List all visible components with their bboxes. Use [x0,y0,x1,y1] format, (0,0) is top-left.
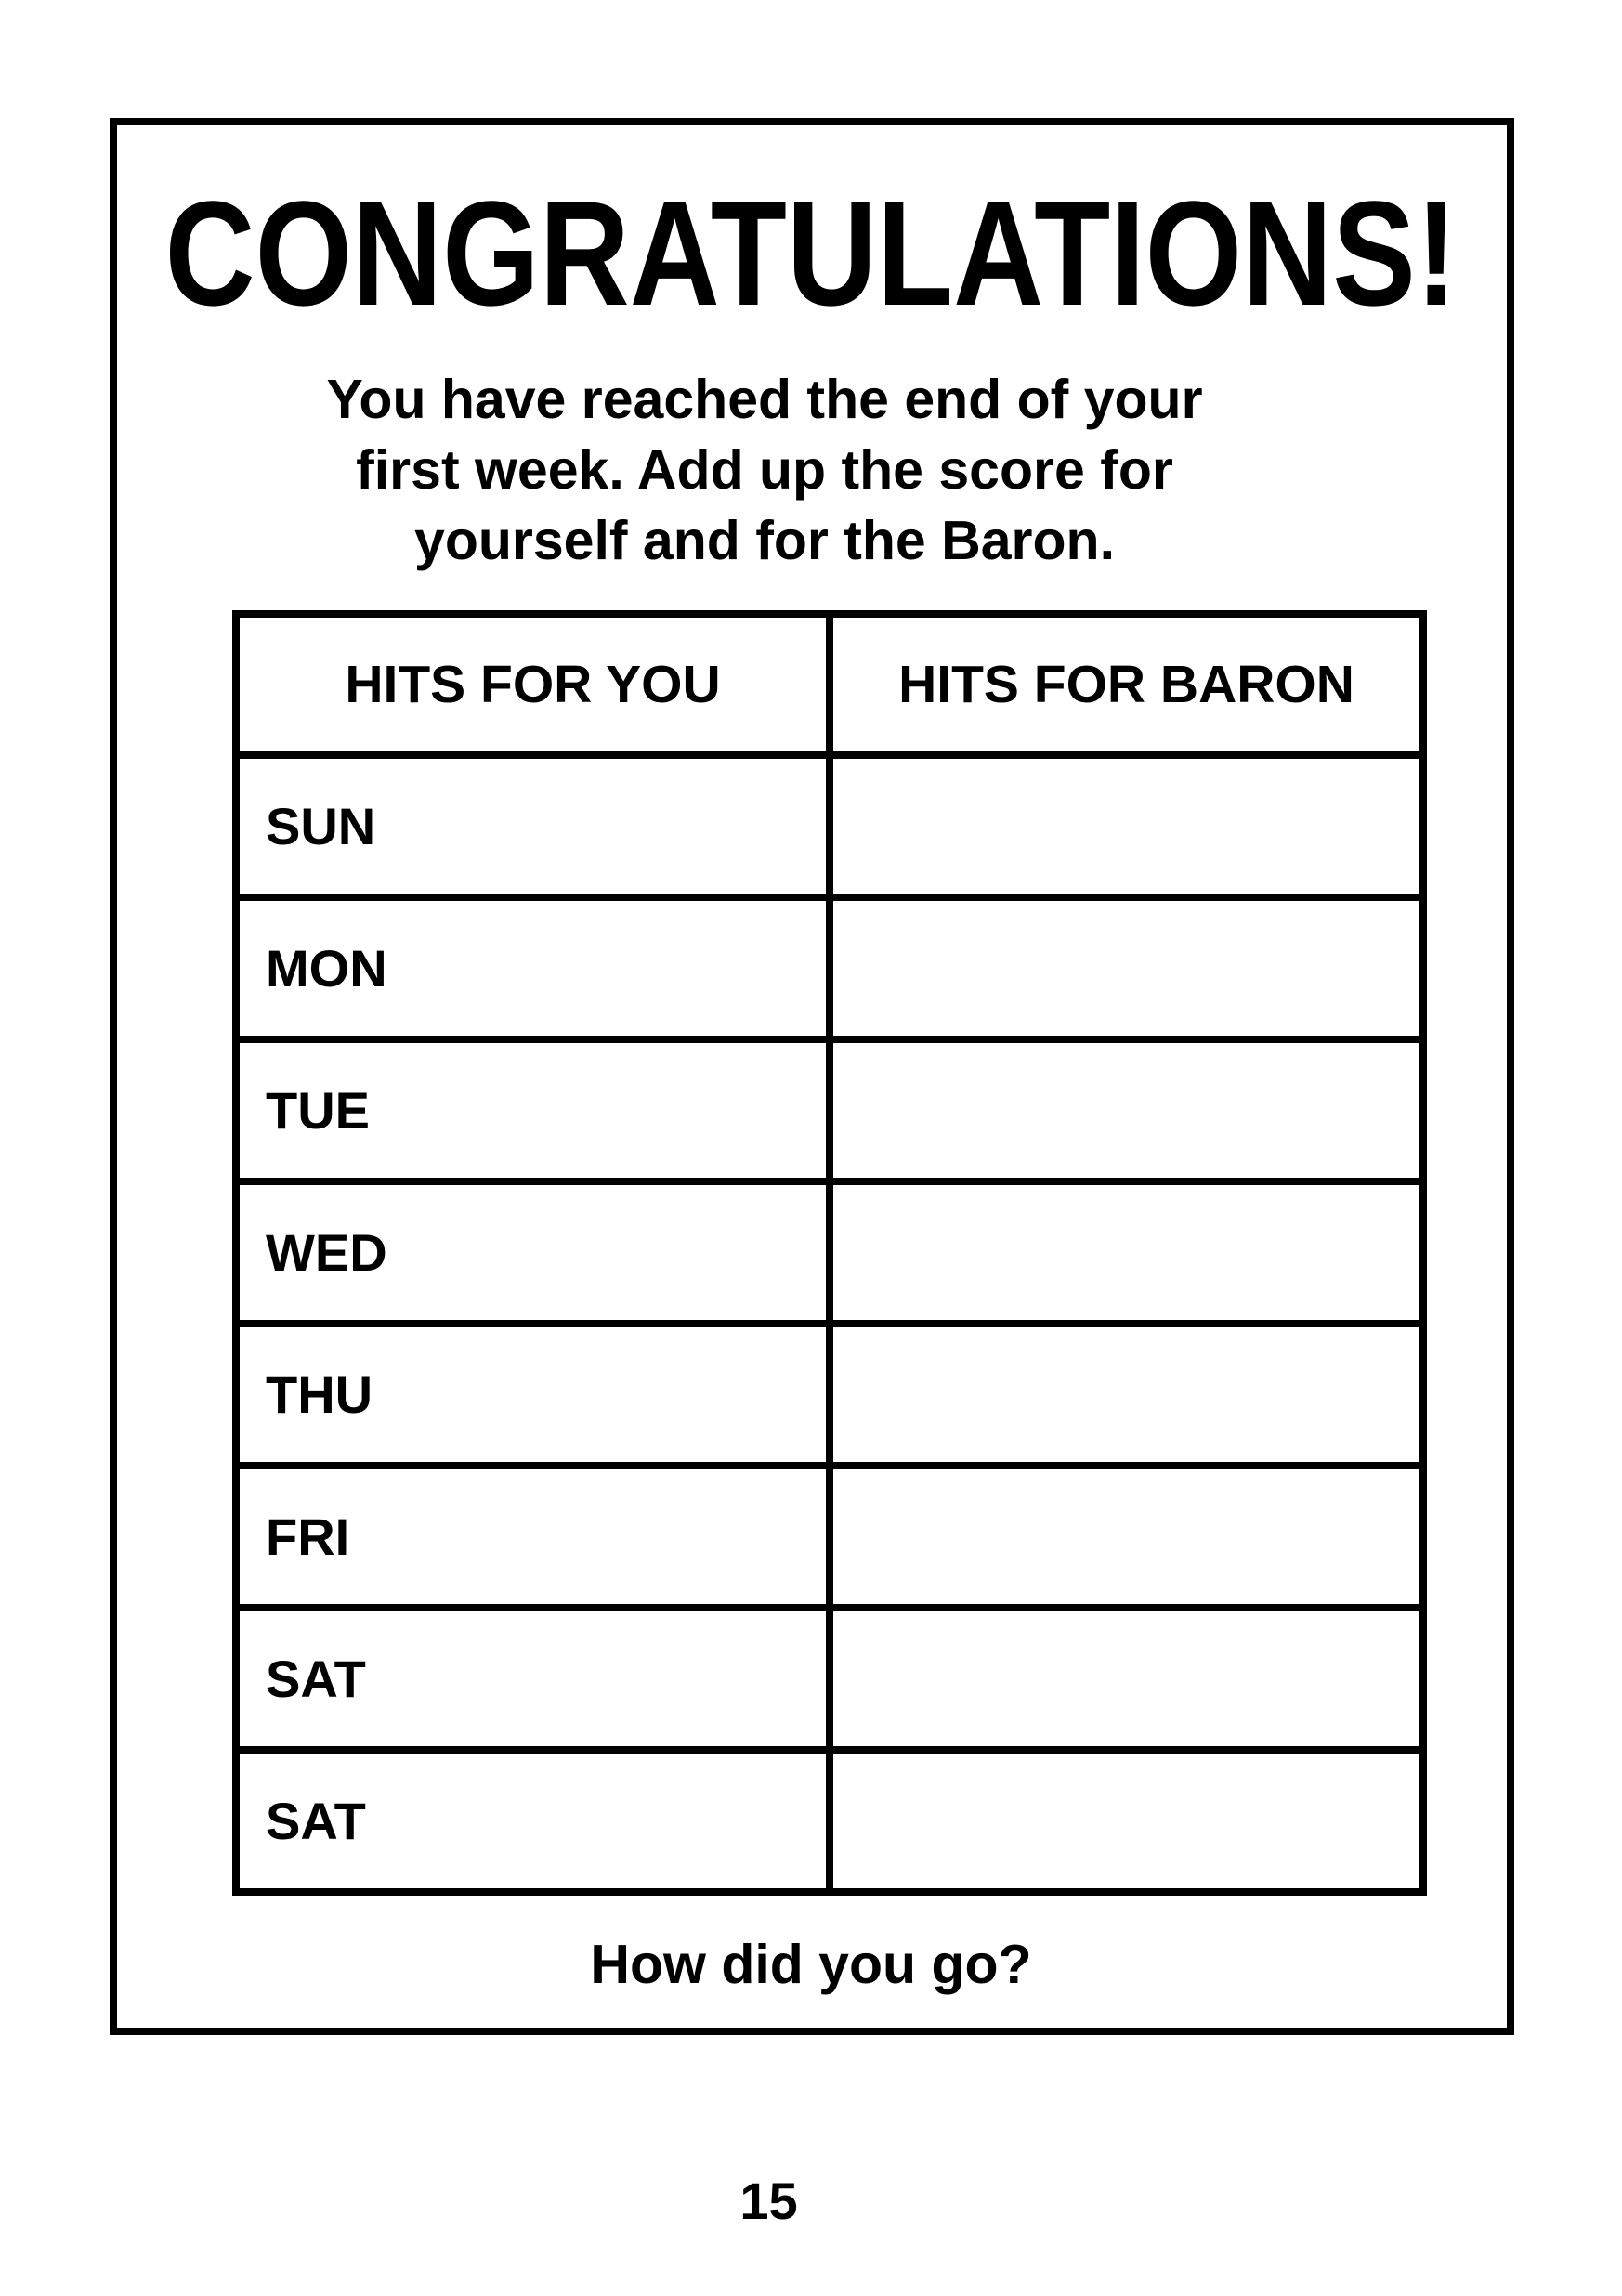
baron-score-cell[interactable] [830,1750,1423,1892]
day-cell-thu[interactable]: THU [236,1324,830,1466]
table-row [236,1466,1423,1608]
day-cell-mon[interactable]: MON [236,897,830,1039]
headline [0,165,1622,342]
intro-line: first week. Add up the score for [356,439,1173,501]
intro-line: You have reached the end of your [326,369,1203,430]
baron-score-cell[interactable] [830,1181,1423,1324]
baron-score-cell[interactable] [830,1039,1423,1181]
table-row [236,1324,1423,1466]
baron-score-cell[interactable] [830,897,1423,1039]
day-cell-sat[interactable]: SAT [236,1608,830,1750]
table-row [236,1039,1423,1181]
header-hits-for-you: HITS FOR YOU [236,614,830,755]
day-cell-sun[interactable]: SUN [236,755,830,897]
baron-score-cell[interactable] [830,755,1423,897]
day-cell-wed[interactable]: WED [236,1181,830,1324]
day-cell-fri[interactable]: FRI [236,1466,830,1608]
table-row [236,1608,1423,1750]
intro-line: yourself and for the Baron. [414,510,1115,571]
table-row [236,755,1423,897]
baron-score-cell[interactable] [830,1608,1423,1750]
closing-question: How did you go? [590,1934,1032,1995]
table-row [236,1181,1423,1324]
page-number: 15 [739,2172,798,2230]
day-cell-sat-2[interactable]: SAT [236,1750,830,1892]
score-table [232,610,1427,1896]
day-cell-tue[interactable]: TUE [236,1039,830,1181]
table-header-row [236,614,1423,755]
baron-score-cell[interactable] [830,1466,1423,1608]
header-hits-for-baron: HITS FOR BARON [830,614,1423,755]
baron-score-cell[interactable] [830,1324,1423,1466]
table-row [236,1750,1423,1892]
intro-paragraph [279,364,1250,576]
table-row [236,897,1423,1039]
headline-text: CONGRATULATIONS! [164,170,1458,336]
